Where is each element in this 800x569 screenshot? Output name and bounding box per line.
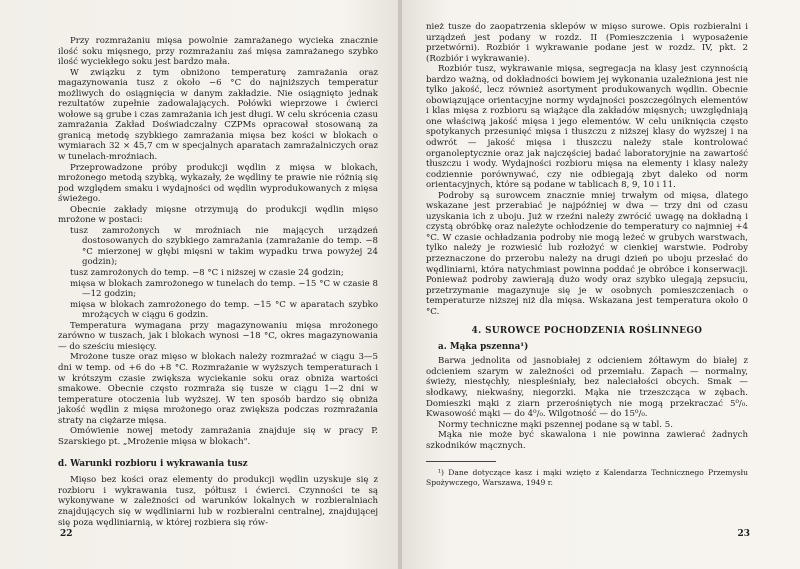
page-number: 22 (60, 529, 73, 539)
left-top-paragraphs (58, 36, 378, 226)
list-item: tusz zamrożonych w mroźniach nie mających urządzeń dostosowanych do szybkiego zamrażania (zamrażanie do temp. −8 °C mierzonej w głębi mięsni w takim wypadku trwa powyżej 24 godzin); (70, 225, 378, 268)
paragraph: Obecnie zakłady mięsne otrzymują do produkcji wędlin mięso mrożone w postaci: (58, 204, 378, 226)
footnote: ¹) Dane dotyczące kasz i mąki wzięto z Kalendarza Technicznego Przemysłu Spożywczego, Warszawa, 1949 r. (426, 468, 748, 487)
paragraph: Barwa jednolita od jasnobiałej z odcieniem żółtawym do białej z odcieniem szarym w zależności od przemiału. Zapach — normalny, świeży, niestęchły, niespleśniały, bez naleciałości obcych. Smak — słodkawy, niekwaśny, niegorzki. Mąka nie trzeszcząca w zębach. Domieszki mąki z ziarn przerośniętych nie mogą przekraczać 5⁰/₀. Kwasowość mąki — do 4⁰/₀. Wilgotność — do 15⁰/₀. (426, 356, 748, 420)
paragraph: Normy techniczne mąki pszennej podane są w tabl. 5. (438, 419, 673, 430)
page-number: 23 (737, 529, 750, 539)
left-mid-paragraphs (58, 321, 378, 448)
right-page (400, 0, 800, 569)
paragraph: Rozbiór tusz, wykrawanie mięsa, segregacja na klasy jest czynnością bardzo ważną, od dokładności bowiem jej wykonania uzależniona jest nie tylko jakość, lecz również asortyment produkowanych wędlin. Obecnie obowiązujące orientacyjne normy wydajności poszczególnych elementów i klas mięsa z rozbioru są wiążące dla zakładów mięsnych; uwzględniają one właściwą jakość mięsa i jego elementów. W celu uniknięcia często spotykanych przesunięć mięsa i tłuszczu z niższej klasy do wyższej i na odwrót — jakość mięsa i tłuszczu należy stale kontrolować organoleptycznie oraz jak najczęściej badać laboratoryjnie na zawartość tłuszczu i wody. Wydajności rozbioru mięsa na elementy i klasy należy codziennie porównywać, czy nie odbiegają zbyt daleko od norm orientacyjnych, które są podane w tablicach 8, 9, 10 i 11. (426, 64, 748, 191)
subsection-heading: a. Mąka pszenna¹) (438, 342, 529, 353)
list-item: mięsa w blokach zamrożonego w tunelach do temp. −15 °C w czasie 8—12 godzin; (70, 278, 378, 300)
paragraph: Mrożone tusze oraz mięso w blokach należy rozmrażać w ciągu 3—5 dni w temp. od +6 do +8 °C. Rozmrażanie w wyższych temperaturach i w krótszym czasie zwiększa wyciekanie soku oraz obniża wartości smakowe. Obecnie często rozmraża się tusze w ciągu 1—2 dni w temperature otoczenia lub wyższej. W ten sposób bardzo się obniża jakość wędlin z mięsa mrożonego oraz zwiększa podczas rozmrażania straty na ciężarze mięsa. (58, 352, 378, 426)
frozen-meat-forms-list (70, 226, 378, 321)
paragraph: Przy rozmrażaniu mięsa powolnie zamrażanego wycieka znacznie ilość soku mięsnego, przy rozmrażaniu zaś mięsa zamrażanego szybko ilość wyciekłego soku jest bardzo mała. (58, 36, 378, 68)
paragraph: Mięso bez kości oraz elementy do produkcji wędlin uzyskuje się z rozbioru i wykrawania tusz, półtusz i ćwierci. Czynności te są wykonywane w zależności od warunków lokalnych w rozbieralniach znajdujących się w wędliniarni lub w rozbieralni centralnej, znajdującej się poza wędliniarnią, w której rozbiera się rów- (58, 475, 378, 528)
section-heading: d. Warunki rozbioru i wykrawania tusz (58, 459, 248, 470)
paragraph: nież tusze do zaopatrzenia sklepów w mięso surowe. Opis rozbieralni i urządzeń jest podany w rozdz. II (Pomieszczenia i wyposażenie przetwórni). Rozbiór i wykrawanie podane jest w rozdz. IV, pkt. 2 (Rozbiór i wykrawanie). (426, 22, 748, 64)
chapter-section-heading: 4. SUROWCE POCHODZENIA ROŚLINNEGO (471, 326, 703, 337)
footnote-divider (426, 461, 496, 462)
paragraph: Mąka nie może być skawalona i nie powinna zawierać żadnych szkodników mącznych. (426, 430, 748, 451)
paragraph: Omówienie nowej metody zamrażania znajduje się w pracy P. Szarskiego pt. „Mrożenie mięsa w blokach". (58, 426, 378, 447)
list-item: mięsa w blokach zamrożonego do temp. −15 °C w aparatach szybko mrożących w ciągu 6 godzin. (70, 299, 378, 321)
book-gutter (398, 0, 402, 569)
paragraph: Temperatura wymagana przy magazynowaniu mięsa mrożonego zarówno w tuszach, jak i blokach wynosi −18 °C, okres magazynowania — do sześciu miesięcy. (58, 320, 378, 352)
paragraph: Podroby są surowcem znacznie mniej trwałym od mięsa, dlatego wskazane jest przerabiać je najpóźniej w dwa — trzy dni od czasu uzyskania ich z uboju. Już w rzeźni należy zwrócić uwagę na dokładną i czystą obróbkę oraz należyte ochłodzenie do temperatury co najmniej +4 °C. W czasie ochładzania podroby nie mogą leżeć w grubych warstwach, tylko należy je rozwiesić lub rozłożyć w cienkiej warstwie. Podroby przeznaczone do przerobu należy na drugi dzień po uboju przesłać do wędliniarni, która natychmiast powinna poddać je obróbce i konserwacji. Ponieważ podroby zawierają dużo wody oraz szybko ulegają zepsuciu, przetrzymanie magazynuje się je w osobnych pomieszczeniach o temperaturze niższej niż dla mięsa. Wskazana jest temperatura około 0 °C. (426, 190, 748, 317)
list-item: tusz zamrożonych do temp. −8 °C i niższej w czasie 24 godzin; (70, 268, 344, 279)
paragraph: W związku z tym obniżono temperaturę zamrażania oraz magazynowania tusz z około −6 °C do najniższych temperatur możliwych do osiągnięcia w danym zakładzie. Nie osiągnięto jednak rezultatów zupełnie zadowalających. Połówki wieprzowe i ćwierci wołowe są grube i czas zamrażania ich jest długi. W celu skrócenia czasu zamrażania Zakład Doświadczalny CZPMs opracował stosowaną za granicą metodę szybkiego zamrażania mięsa bez kości w blokach o wymiarach 32 × 45,7 cm w specjalnych aparatach zamrażalniczych oraz w tunelach-mroźniach. (58, 67, 378, 163)
paragraph: Przeprowadzone próby produkcji wędlin z mięsa w blokach, mrożonego metodą szybką, wykazały, że wędliny te prawie nie różnią się pod względem smaku i wydajności od wędlin wyprodukowanych z mięsa świeżego. (58, 162, 378, 205)
